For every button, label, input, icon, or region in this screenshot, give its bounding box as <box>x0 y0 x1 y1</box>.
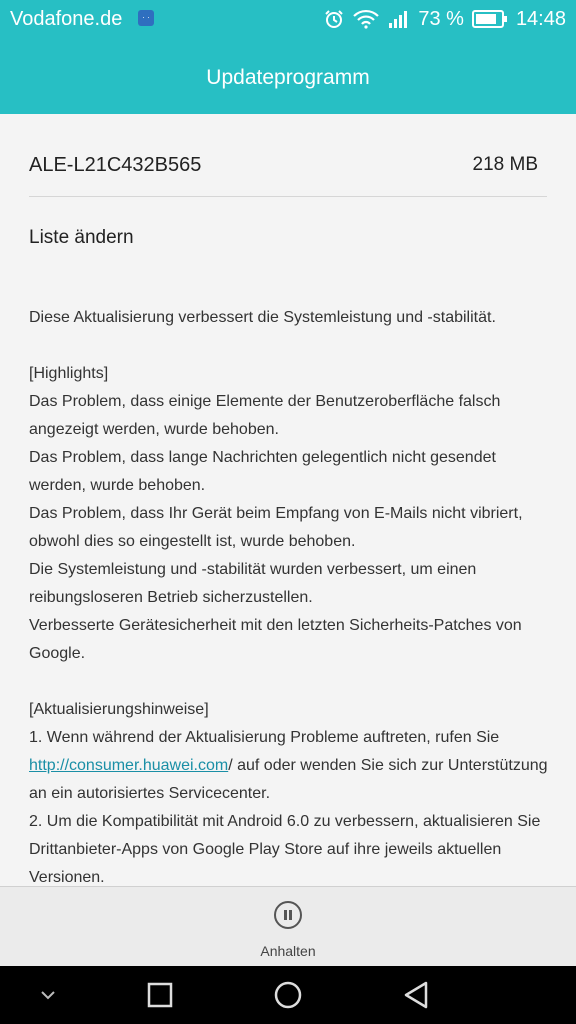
hint-item: 2. Um die Kompatibilität mit Android 6.0 zu verbessern, aktualisieren Sie Drittanbieter-Apps von Google Play Store auf ihre jeweils aktuellen Versionen. <box>29 813 541 886</box>
bottom-action-bar <box>0 886 576 967</box>
update-details[interactable] <box>0 114 576 886</box>
highlight-item: Das Problem, dass lange Nachrichten gelegentlich nicht gesendet werden, wurde behoben. <box>29 449 496 494</box>
pause-icon <box>274 901 302 929</box>
nav-home-button[interactable] <box>258 966 318 1024</box>
notification-icon: · · <box>138 10 154 26</box>
carrier-name: Vodafone.de <box>10 8 123 30</box>
nav-recent-button[interactable] <box>130 966 190 1024</box>
highlight-item: Die Systemleistung und -stabilität wurden verbessert, um einen reibungsloseren Betrieb sicherzustellen. <box>29 561 477 606</box>
hint-text: 1. Wenn während der Aktualisierung Probleme auftreten, rufen Sie <box>29 729 500 746</box>
system-nav-bar <box>0 966 576 1024</box>
hint-text: / auf oder wenden Sie sich zur Unterstützung an ein autorisiertes Servicecenter. <box>29 757 548 802</box>
nav-back-button[interactable] <box>386 966 446 1024</box>
clock: 14:48 <box>515 7 566 30</box>
chevron-down-icon <box>40 990 56 1000</box>
status-icons <box>324 7 566 31</box>
pause-button[interactable] <box>258 897 318 963</box>
battery-icon <box>472 10 508 28</box>
triangle-back-icon <box>402 980 430 1010</box>
wifi-icon <box>352 9 380 29</box>
square-icon <box>147 982 173 1008</box>
status-bar <box>0 0 576 38</box>
highlight-item: Das Problem, dass einige Elemente der Benutzeroberfläche falsch angezeigt werden, wurde behoben. <box>29 393 501 438</box>
release-notes <box>29 304 556 886</box>
battery-percent: 73 % <box>418 7 464 30</box>
package-size: 218 MB <box>472 154 538 175</box>
package-name: ALE-L21C432B565 <box>29 154 202 176</box>
huawei-link[interactable]: http://consumer.huawei.com <box>29 757 229 774</box>
hints-header: [Aktualisierungshinweise] <box>29 701 209 718</box>
change-list-link[interactable]: Liste ändern <box>29 227 134 248</box>
page-title: Updateprogramm <box>206 66 370 89</box>
highlight-item: Das Problem, dass Ihr Gerät beim Empfang von E-Mails nicht vibriert, obwohl dies so eingestellt ist, wurde behoben. <box>29 505 523 550</box>
app-bar <box>0 38 576 114</box>
pause-label: Anhalten <box>260 943 316 959</box>
circle-icon <box>273 980 303 1010</box>
notes-intro: Diese Aktualisierung verbessert die Systemleistung und -stabilität. <box>29 309 496 326</box>
signal-icon <box>388 9 410 29</box>
highlights-header: [Highlights] <box>29 365 109 382</box>
nav-hide-button[interactable] <box>20 966 76 1024</box>
package-row <box>29 154 538 177</box>
divider <box>29 196 547 197</box>
hint-item <box>29 724 556 808</box>
alarm-icon <box>324 9 344 29</box>
highlight-item: Verbesserte Gerätesicherheit mit den letzten Sicherheits-Patches von Google. <box>29 617 522 662</box>
